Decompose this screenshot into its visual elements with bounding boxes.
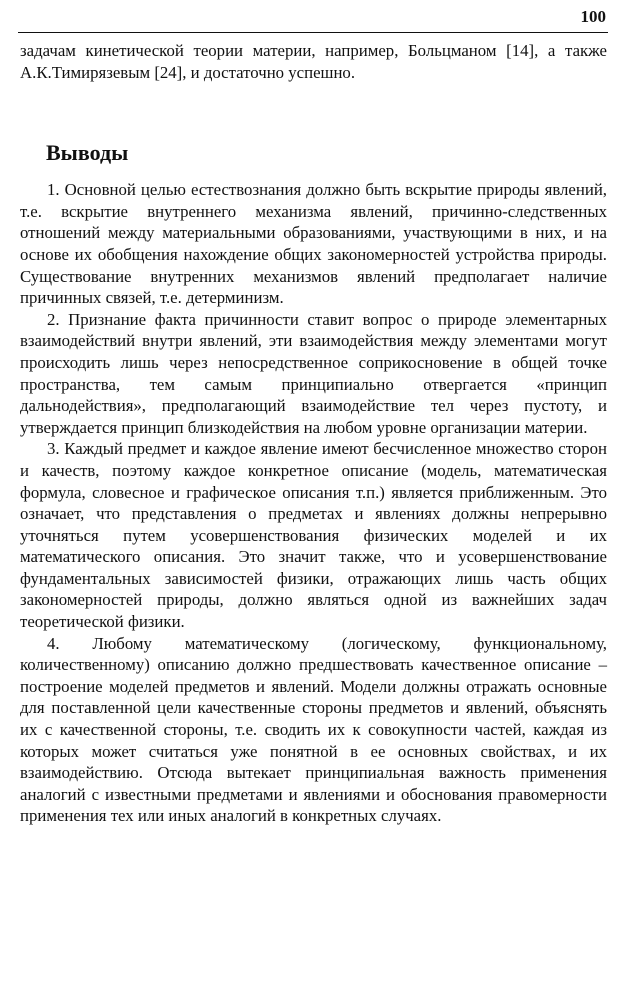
page-number: 100 (580, 7, 606, 26)
conclusion-paragraph-1: 1. Основной целью естествознания должно быть вскрытие природы явлений, т.е. вскрытие внутреннего механизма явлений, причинно-следственных отношений между материальными образованиями, участвующими в них, и на основе их обобщения нахождение общих закономерностей устройства природы. Существование внутренних механизмов явлений предполагает наличие причинных связей, т.е. детерминизм. (20, 180, 607, 308)
conclusion-paragraph-2: 2. Признание факта причинности ставит вопрос о природе элементарных взаимодействий внутри явлений, эти взаимодействия между элементами могут происходить лишь через непосредственное соприкосновение в общей точке пространства, тем самым принципиально отвергается «принцип дальнодействия», предполагающий взаимодействие тел через пустоту, и утверждается принцип близкодействия на любом уровне организации материи. (20, 309, 607, 437)
conclusion-paragraph-3: 3. Каждый предмет и каждое явление имеют бесчисленное множество сторон и качеств, поэтому каждое конкретное описание (модель, математическая формула, словесное и графическое описания т.п.) является приближенным. Это означает, что представления о предметах и явлениях должны непрерывно уточняться путем усовершенствования физических моделей и их математического описания. Это значит также, что и усовершенствование фундаментальных зависимостей физики, отражающих лишь часть общих закономерностей природы, должно являться одной из важнейших задач теоретической физики. (20, 439, 607, 632)
section-heading: Выводы (46, 140, 129, 166)
page-content (20, 40, 607, 827)
page-header (18, 6, 608, 33)
conclusion-paragraph-4: 4. Любому математическому (логическому, функциональному, количественному) описанию должно предшествовать качественное описание – построение моделей предметов и явлений. Модели должны отражать основные для поставленной цели качественные стороны предметов и явлений, объяснять их с качественной стороны, т.е. сводить их к совокупности частей, каждая из которых может считаться уже понятной в ее основных свойствах, и их взаимодействию. Отсюда вытекает принципиальная важность применения аналогий с известными предметами и явлениями и обоснования правомерности применения тех или иных аналогий в конкретных случаях. (20, 633, 607, 826)
intro-paragraph: задачам кинетической теории материи, например, Больцманом [14], а также А.К.Тимирязевым [24], и достаточно успешно. (20, 41, 607, 82)
